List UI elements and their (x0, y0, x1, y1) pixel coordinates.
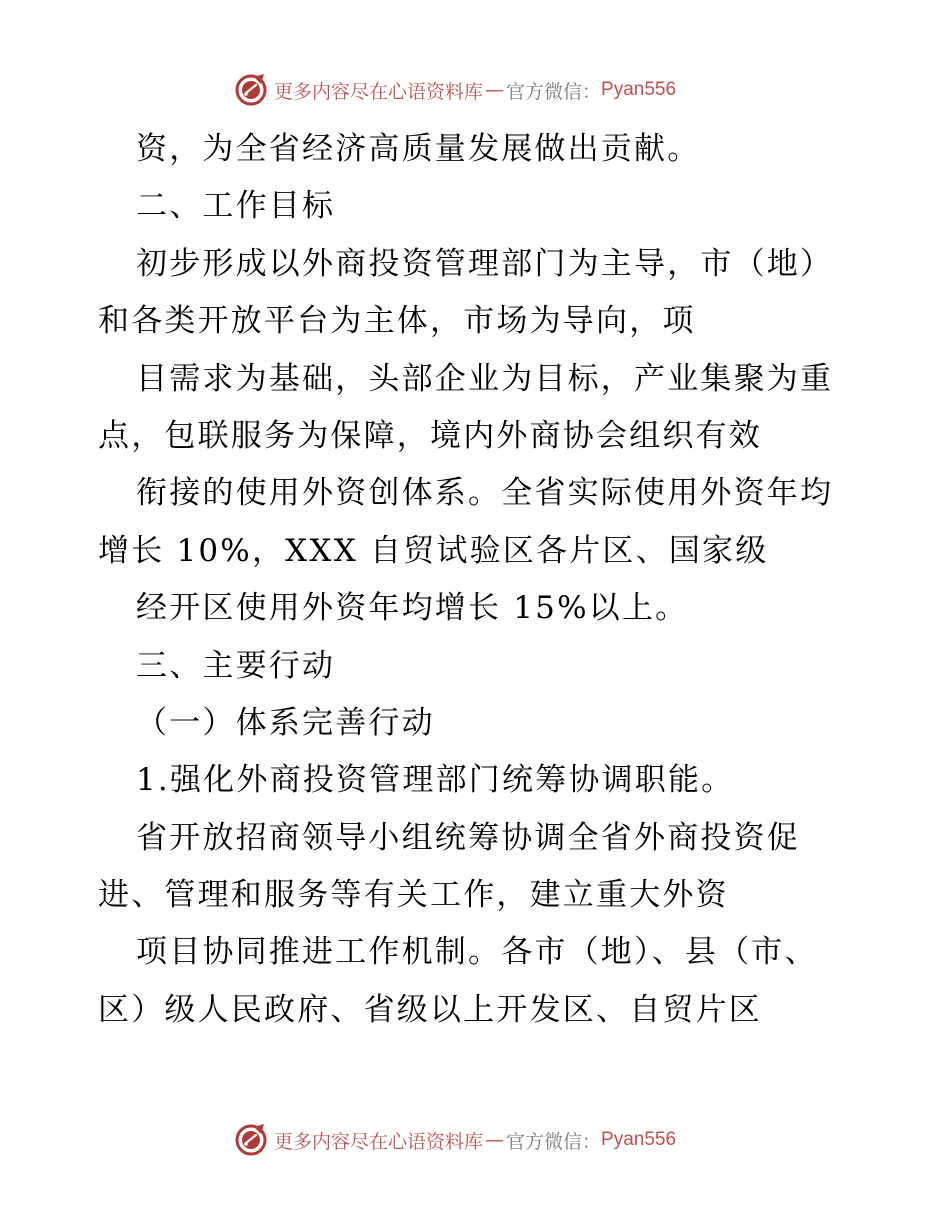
body-line: 增长 10%，XXX 自贸试验区各片区、国家级 (98, 532, 769, 569)
body-line: 初步形成以外商投资管理部门为主导，市（地） (136, 245, 834, 282)
watermark-wechat-id: Pyan556 (601, 79, 677, 100)
body-line: 1.强化外商投资管理部门统筹协调职能。 (136, 762, 735, 799)
footer-watermark (234, 1122, 714, 1158)
body-line: 二、工作目标 (136, 188, 336, 225)
body-line: 三、主要行动 (136, 647, 336, 684)
body-line: 衔接的使用外资创体系。全省实际使用外资年均 (136, 475, 834, 512)
watermark-wechat-label: 官方微信： (506, 80, 602, 103)
watermark-dash: — (485, 1129, 505, 1151)
body-line: 项目协同推进工作机制。各市（地）、县（市、 (136, 934, 818, 971)
watermark-dash: — (485, 79, 505, 101)
body-line: 区）级人民政府、省级以上开发区、自贸片区 (98, 991, 762, 1028)
body-line: 点，包联服务为保障，境内外商协会组织有效 (98, 417, 762, 454)
body-line: 和各类开放平台为主体，市场为导向，项 (98, 303, 696, 340)
body-line: （一）体系完善行动 (136, 704, 435, 741)
pen-seal-logo-icon (234, 73, 268, 107)
watermark-wechat-label: 官方微信： (506, 1130, 602, 1153)
body-line: 目需求为基础，头部企业为目标，产业集聚为重 (136, 360, 834, 397)
pen-seal-logo-icon (234, 1123, 268, 1157)
watermark-text: 更多内容尽在心语资料库 (274, 80, 484, 103)
body-line: 省开放招商领导小组统筹协调全省外商投资促 (136, 819, 800, 856)
body-line: 经开区使用外资年均增长 15%以上。 (136, 590, 689, 627)
document-body (98, 121, 858, 1039)
watermark-text: 更多内容尽在心语资料库 (274, 1130, 484, 1153)
body-line: 进、管理和服务等有关工作，建立重大外资 (98, 877, 729, 914)
watermark-wechat-id: Pyan556 (601, 1129, 677, 1150)
body-line: 资，为全省经济高质量发展做出贡献。 (136, 131, 701, 167)
header-watermark (234, 72, 714, 108)
